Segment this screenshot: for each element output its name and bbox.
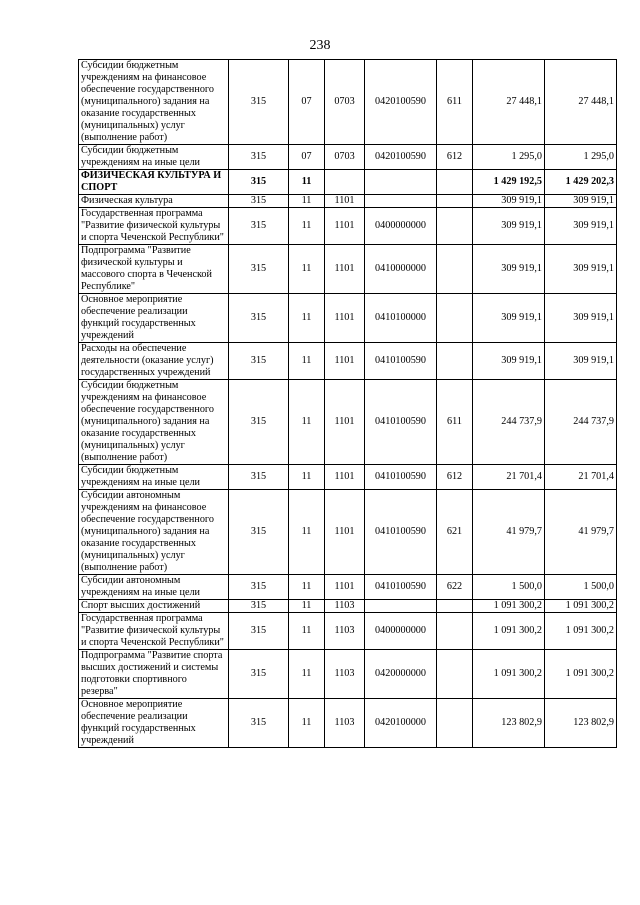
row-target-article-code: 0420100590 bbox=[365, 60, 437, 145]
row-amount-year-2: 309 919,1 bbox=[545, 195, 617, 208]
row-grbs-code: 315 bbox=[229, 343, 289, 380]
row-subsection-code: 1101 bbox=[325, 575, 365, 600]
row-amount-year-2: 123 802,9 bbox=[545, 699, 617, 748]
table-row bbox=[79, 343, 617, 380]
row-name: Субсидии автономным учреждениям на иные цели bbox=[79, 575, 229, 600]
table-row bbox=[79, 465, 617, 490]
row-subsection-code: 1101 bbox=[325, 245, 365, 294]
row-target-article-code bbox=[365, 600, 437, 613]
row-amount-year-2: 1 500,0 bbox=[545, 575, 617, 600]
row-grbs-code: 315 bbox=[229, 650, 289, 699]
row-name: Основное мероприятие обеспечение реализации функций государственных учреждений bbox=[79, 699, 229, 748]
table-row bbox=[79, 294, 617, 343]
row-amount-year-1: 309 919,1 bbox=[473, 195, 545, 208]
row-section-code: 11 bbox=[289, 699, 325, 748]
row-target-article-code: 0410000000 bbox=[365, 245, 437, 294]
row-amount-year-1: 309 919,1 bbox=[473, 208, 545, 245]
table-body bbox=[79, 60, 617, 748]
row-name: Физическая культура bbox=[79, 195, 229, 208]
row-amount-year-1: 1 429 192,5 bbox=[473, 170, 545, 195]
row-grbs-code: 315 bbox=[229, 613, 289, 650]
row-target-article-code: 0410100590 bbox=[365, 465, 437, 490]
row-subsection-code: 1101 bbox=[325, 380, 365, 465]
row-target-article-code: 0420000000 bbox=[365, 650, 437, 699]
row-section-code: 11 bbox=[289, 245, 325, 294]
row-subsection-code: 1101 bbox=[325, 490, 365, 575]
row-amount-year-1: 123 802,9 bbox=[473, 699, 545, 748]
row-grbs-code: 315 bbox=[229, 145, 289, 170]
row-grbs-code: 315 bbox=[229, 195, 289, 208]
row-subsection-code: 1103 bbox=[325, 699, 365, 748]
row-section-code: 11 bbox=[289, 343, 325, 380]
row-expense-type-code bbox=[437, 170, 473, 195]
row-section-code: 11 bbox=[289, 650, 325, 699]
row-section-code: 11 bbox=[289, 208, 325, 245]
row-target-article-code: 0410100000 bbox=[365, 294, 437, 343]
table-row bbox=[79, 613, 617, 650]
row-expense-type-code bbox=[437, 600, 473, 613]
table-row bbox=[79, 490, 617, 575]
row-target-article-code: 0420100000 bbox=[365, 699, 437, 748]
row-target-article-code: 0410100590 bbox=[365, 490, 437, 575]
table-row bbox=[79, 245, 617, 294]
row-subsection-code: 1101 bbox=[325, 343, 365, 380]
row-subsection-code bbox=[325, 170, 365, 195]
row-expense-type-code: 611 bbox=[437, 380, 473, 465]
row-grbs-code: 315 bbox=[229, 170, 289, 195]
table-row bbox=[79, 575, 617, 600]
row-target-article-code: 0410100590 bbox=[365, 380, 437, 465]
table-row bbox=[79, 650, 617, 699]
row-expense-type-code bbox=[437, 650, 473, 699]
row-expense-type-code: 611 bbox=[437, 60, 473, 145]
row-amount-year-2: 1 429 202,3 bbox=[545, 170, 617, 195]
row-subsection-code: 0703 bbox=[325, 60, 365, 145]
row-expense-type-code bbox=[437, 245, 473, 294]
row-amount-year-2: 21 701,4 bbox=[545, 465, 617, 490]
row-amount-year-2: 1 295,0 bbox=[545, 145, 617, 170]
row-amount-year-1: 244 737,9 bbox=[473, 380, 545, 465]
row-amount-year-2: 1 091 300,2 bbox=[545, 613, 617, 650]
row-section-code: 11 bbox=[289, 613, 325, 650]
row-subsection-code: 1101 bbox=[325, 208, 365, 245]
row-name: Субсидии бюджетным учреждениям на финансовое обеспечение государственного (муниципального) задания на оказание государственных (муниципальных) услуг (выполнение работ) bbox=[79, 380, 229, 465]
row-name: Субсидии бюджетным учреждениям на иные цели bbox=[79, 465, 229, 490]
row-subsection-code: 1103 bbox=[325, 650, 365, 699]
row-target-article-code bbox=[365, 170, 437, 195]
row-expense-type-code bbox=[437, 613, 473, 650]
row-section-code: 11 bbox=[289, 575, 325, 600]
row-amount-year-1: 309 919,1 bbox=[473, 343, 545, 380]
row-amount-year-1: 1 091 300,2 bbox=[473, 600, 545, 613]
row-name: Спорт высших достижений bbox=[79, 600, 229, 613]
row-grbs-code: 315 bbox=[229, 699, 289, 748]
row-expense-type-code bbox=[437, 699, 473, 748]
row-grbs-code: 315 bbox=[229, 294, 289, 343]
table-row bbox=[79, 208, 617, 245]
row-name: Основное мероприятие обеспечение реализации функций государственных учреждений bbox=[79, 294, 229, 343]
row-name: Субсидии бюджетным учреждениям на иные цели bbox=[79, 145, 229, 170]
row-amount-year-1: 1 091 300,2 bbox=[473, 613, 545, 650]
row-subsection-code: 1101 bbox=[325, 465, 365, 490]
row-amount-year-2: 244 737,9 bbox=[545, 380, 617, 465]
table-row bbox=[79, 699, 617, 748]
row-amount-year-2: 27 448,1 bbox=[545, 60, 617, 145]
table-row bbox=[79, 60, 617, 145]
row-grbs-code: 315 bbox=[229, 600, 289, 613]
row-amount-year-2: 1 091 300,2 bbox=[545, 650, 617, 699]
row-grbs-code: 315 bbox=[229, 380, 289, 465]
row-amount-year-2: 309 919,1 bbox=[545, 245, 617, 294]
row-name: Государственная программа "Развитие физической культуры и спорта Чеченской Республики" bbox=[79, 613, 229, 650]
row-grbs-code: 315 bbox=[229, 208, 289, 245]
table-row bbox=[79, 380, 617, 465]
row-target-article-code: 0400000000 bbox=[365, 613, 437, 650]
row-amount-year-1: 1 295,0 bbox=[473, 145, 545, 170]
row-section-code: 11 bbox=[289, 490, 325, 575]
row-name: Субсидии автономным учреждениям на финансовое обеспечение государственного (муниципального) задания на оказание государственных (муниципальных) услуг (выполнение работ) bbox=[79, 490, 229, 575]
row-expense-type-code bbox=[437, 195, 473, 208]
row-grbs-code: 315 bbox=[229, 465, 289, 490]
row-target-article-code: 0410100590 bbox=[365, 343, 437, 380]
row-section-code: 11 bbox=[289, 465, 325, 490]
row-expense-type-code bbox=[437, 208, 473, 245]
row-name: Расходы на обеспечение деятельности (оказание услуг) государственных учреждений bbox=[79, 343, 229, 380]
row-amount-year-2: 309 919,1 bbox=[545, 343, 617, 380]
row-target-article-code: 0420100590 bbox=[365, 145, 437, 170]
row-section-code: 11 bbox=[289, 600, 325, 613]
row-expense-type-code: 621 bbox=[437, 490, 473, 575]
page-number: 238 bbox=[309, 38, 331, 53]
row-amount-year-2: 309 919,1 bbox=[545, 294, 617, 343]
table-row bbox=[79, 145, 617, 170]
row-section-code: 11 bbox=[289, 170, 325, 195]
row-grbs-code: 315 bbox=[229, 60, 289, 145]
row-target-article-code: 0400000000 bbox=[365, 208, 437, 245]
row-subsection-code: 1103 bbox=[325, 600, 365, 613]
row-expense-type-code: 612 bbox=[437, 145, 473, 170]
row-amount-year-2: 309 919,1 bbox=[545, 208, 617, 245]
row-target-article-code bbox=[365, 195, 437, 208]
row-name: Подпрограмма "Развитие физической культуры и массового спорта в Чеченской Республике" bbox=[79, 245, 229, 294]
row-amount-year-1: 1 091 300,2 bbox=[473, 650, 545, 699]
row-subsection-code: 1101 bbox=[325, 294, 365, 343]
row-section-code: 07 bbox=[289, 60, 325, 145]
row-subsection-code: 1103 bbox=[325, 613, 365, 650]
row-amount-year-2: 1 091 300,2 bbox=[545, 600, 617, 613]
row-target-article-code: 0410100590 bbox=[365, 575, 437, 600]
row-grbs-code: 315 bbox=[229, 245, 289, 294]
row-amount-year-1: 309 919,1 bbox=[473, 245, 545, 294]
row-amount-year-1: 27 448,1 bbox=[473, 60, 545, 145]
row-expense-type-code bbox=[437, 343, 473, 380]
table-row bbox=[79, 195, 617, 208]
table-row bbox=[79, 170, 617, 195]
row-grbs-code: 315 bbox=[229, 575, 289, 600]
budget-table bbox=[78, 59, 617, 748]
table-row bbox=[79, 600, 617, 613]
row-expense-type-code: 622 bbox=[437, 575, 473, 600]
row-amount-year-1: 41 979,7 bbox=[473, 490, 545, 575]
row-name: Государственная программа "Развитие физической культуры и спорта Чеченской Республики" bbox=[79, 208, 229, 245]
row-section-code: 11 bbox=[289, 380, 325, 465]
row-subsection-code: 0703 bbox=[325, 145, 365, 170]
row-grbs-code: 315 bbox=[229, 490, 289, 575]
row-expense-type-code: 612 bbox=[437, 465, 473, 490]
row-name: ФИЗИЧЕСКАЯ КУЛЬТУРА И СПОРТ bbox=[79, 170, 229, 195]
row-amount-year-1: 21 701,4 bbox=[473, 465, 545, 490]
row-amount-year-1: 309 919,1 bbox=[473, 294, 545, 343]
row-expense-type-code bbox=[437, 294, 473, 343]
row-section-code: 07 bbox=[289, 145, 325, 170]
row-section-code: 11 bbox=[289, 195, 325, 208]
row-amount-year-1: 1 500,0 bbox=[473, 575, 545, 600]
row-name: Подпрограмма "Развитие спорта высших достижений и системы подготовки спортивного резерва" bbox=[79, 650, 229, 699]
row-amount-year-2: 41 979,7 bbox=[545, 490, 617, 575]
row-section-code: 11 bbox=[289, 294, 325, 343]
row-name: Субсидии бюджетным учреждениям на финансовое обеспечение государственного (муниципального) задания на оказание государственных (муниципальных) услуг (выполнение работ) bbox=[79, 60, 229, 145]
row-subsection-code: 1101 bbox=[325, 195, 365, 208]
